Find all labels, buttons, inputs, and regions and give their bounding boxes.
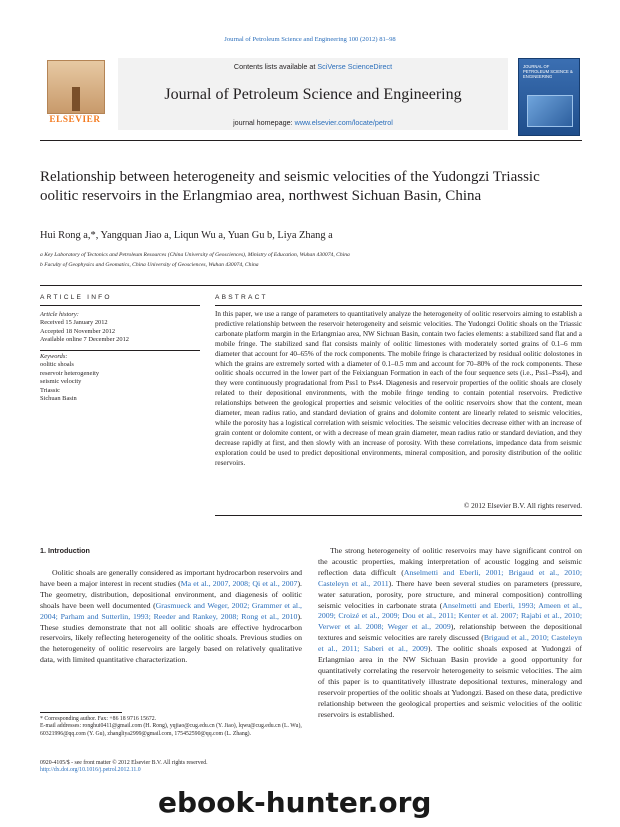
keywords (40, 353, 200, 403)
citation-link[interactable]: Anselmetti and Eberli, 1993; Ameen et al., 2009; Croizé et al., 2009; Dou et al., 2011; Kenter et al. 2007; Rajabi et al., 2010; Verwer et al. 2008; Weger et al., 2009 (318, 600, 583, 632)
affiliation-b: b Faculty of Geophysics and Geomatics, China University of Geosciences, Wuhan 430074, China (40, 262, 259, 268)
journal-banner (40, 58, 582, 136)
citation-link[interactable]: Anselmetti and Eberli, 2001; Brigaud et al., 2010; Casteleyn et al., 2011 (318, 567, 582, 588)
text-run: ), relationship between the depositional textures and seismic velocities are rarely discussed ( (318, 622, 582, 643)
footnote (40, 716, 302, 738)
article-history (40, 311, 200, 345)
cover-art (527, 95, 573, 127)
doi-link[interactable]: http://dx.doi.org/10.1016/j.petrol.2012.11.0 (40, 767, 141, 774)
abstract-bottom-rule (215, 515, 582, 516)
text-run: ). The oolitic shoals exposed at Yudongzi of Erlangmiao area in the NW Sichuan Basin provide a good opportunity for quantitatively correlating the reservoir heterogeneity to seismic velocities. The aim of this paper is to quantitatively illustrate depositional textures, mineralogy and reservoir properties of the oolitic shoals at Yudongzi. Based on these data, predictive relationship between the geological properties and seismic velocities of the oolitic reservoirs is established. (318, 644, 582, 719)
homepage-prefix: journal homepage: (233, 118, 295, 127)
accepted-date: Accepted 18 November 2012 (40, 327, 116, 335)
keyword-item: Sichuan Basin (40, 395, 77, 403)
contents-box (118, 58, 508, 130)
history-label: Article history: (40, 311, 79, 318)
keywords-rule (40, 350, 200, 351)
keywords-label: Keywords: (40, 353, 68, 360)
affiliation-a: a Key Laboratory of Tectonics and Petroleum Resources (China University of Geosciences), Ministry of Education, Wuhan 430074, China (40, 252, 350, 258)
elsevier-tree-icon (47, 60, 105, 114)
intro-paragraph-left (40, 568, 302, 666)
abstract-heading: ABSTRACT (215, 294, 268, 301)
elsevier-logo (40, 58, 110, 130)
contents-line (118, 62, 508, 71)
received-date: Received 15 January 2012 (40, 319, 108, 327)
journal-cover-image (518, 58, 580, 136)
journal-homepage (118, 118, 508, 127)
online-date: Available online 7 December 2012 (40, 336, 129, 344)
issn-doi (40, 760, 302, 775)
author-list: Hui Rong a,*, Yangquan Jiao a, Liqun Wu a, Yuan Gu b, Liya Zhang a (40, 230, 333, 241)
corresponding-author: * Corresponding author. Fax: +86 18 9716 15672. (40, 716, 157, 722)
elsevier-wordmark: ELSEVIER (49, 114, 101, 124)
text-run: ). The geometry, distribution, depositional environment, and diagenesis of oolitic shoals have been well documented ( (40, 578, 302, 610)
front-matter-divider (40, 285, 582, 286)
contents-prefix: Contents lists available at (233, 62, 318, 71)
abstract-text: In this paper, we use a range of parameters to quantitatively analyze the heterogeneity of oolitic reservoirs aiming to establish a predictive relationship between the reservoir heterogeneity and seismic velocities. The Yudongzi Oolitic shoals on the Triassic carbonate platform margin in the Erlangmiao area, NW Sichuan Basin, contain two facies elements: a stabilized sand flat and a mobile fringe. The stabilized sand flat consists mainly of oolitic limestones with moderately sorted grains of 0.1–6 mm diameter that account for 40–65% of the rock components. The mobile fringe is characterized by residual oolitic dolostones in which the grains are extremely sorted with a diameter of 0.1–0.5 mm and account for 70–80% of the rock components. These oolitic shoals occurred in the lower part of the Feixianguan Formation in each of the four sequence sets (i.e., Pss1–Pss4), and they were continuously progradational from Pss1 to Pss4. Diagenesis and reservoir properties of the oolitic shoals are closely related to their depositional environments, with the mobile fringe tending to contain potential reservoirs. Predictive relationships between the geological properties and seismic velocities of the oolitic reservoirs show that the content, mean diameter, mean radius ratio, and standard deviation of grains and dolomite content are linearly related to seismic velocities, while the porosity has a logistical correlation with seismic velocities. The seismic velocities decrease either with an increase of grain content or dolomite content, or with a decrease of mean grain diameter, mean radius ratio or standard deviation, and they decrease rapidly at first, and then slowly with an increase of porosity. With these correlations, impedance data from seismic exploration could be used to predict depositional environments, mineral composition, and porosity distribution of the oolitic reservoirs. (215, 310, 582, 467)
footnote-rule (40, 712, 122, 713)
article-info-heading: ARTICLE INFO (40, 294, 112, 301)
homepage-link[interactable]: www.elsevier.com/locate/petrol (294, 118, 393, 127)
keyword-item: Triassic (40, 386, 61, 394)
citation-link[interactable]: Grasmueck and Weger, 2002; Grammer et al., 2004; Parham and Sutterlin, 1993; Reeder and Rankey, 2008; Rong et al., 2010 (40, 600, 302, 621)
copyright: © 2012 Elsevier B.V. All rights reserved. (463, 502, 582, 510)
keyword-item: oolitic shoals (40, 361, 74, 369)
text-run: Oolitic shoals are generally considered as important hydrocarbon reservoirs and have been a major interest in recent studies ( (40, 568, 302, 588)
citation-link[interactable]: Ma et al., 2007, 2008; Qi et al., 2007 (180, 578, 298, 588)
text-run: ). There have been several studies on parameters (pressure, water saturation, porosity, pore structure, and mineral composition) controlling seismic velocities in carbonate strata ( (318, 578, 582, 610)
article-info-rule (40, 305, 200, 306)
journal-title: Journal of Petroleum Science and Engineering (164, 86, 462, 103)
header-divider (40, 140, 582, 141)
email-addresses: E-mail addresses: ronghui0411@gmail.com (H. Rong), yqjiao@cug.edu.cn (Y. Jiao), lqwu@cug.edu.cn (L. Wu), 60321996@qq.com (Y. Gu), zhangliya2999@gmail.com, 175452590@qq.com (L. Zhang). (40, 723, 302, 737)
sciencedirect-link[interactable]: SciVerse ScienceDirect (317, 62, 393, 71)
text-run: ). These studies demonstrate that not all oolitic shoals are effective hydrocarbon reservoirs, likely reflecting heterogeneity of the oolitic shoals. Previous studies on the heterogeneity of oolitic reservoirs are largely based on relatively qualitative data, with limited quantitative characterization. (40, 611, 302, 665)
intro-paragraph-right (318, 546, 582, 721)
article-title: Relationship between heterogeneity and seismic velocities of the Yudongzi Triassic oolitic reservoirs in the Erlangmiao area, northwest Sichuan Basin, China (40, 169, 540, 204)
abstract-rule (215, 305, 582, 306)
keyword-item: reservoir heterogeneity (40, 369, 100, 377)
cover-title: JOURNAL OF PETROLEUM SCIENCE & ENGINEERING (523, 64, 573, 79)
keyword-item: seismic velocity (40, 378, 82, 386)
issn-line: 0920-4105/$ - see front matter © 2012 Elsevier B.V. All rights reserved. (40, 760, 208, 766)
journal-reference[interactable]: Journal of Petroleum Science and Engineering 100 (2012) 81–98 (224, 36, 396, 43)
citation-link[interactable]: Brigaud et al., 2010; Casteleyn et al., 2011; Saberi et al., 2009 (318, 633, 582, 654)
section-heading-introduction: 1. Introduction (40, 546, 90, 555)
watermark: ebook-hunter.org (150, 784, 620, 822)
text-run: The strong heterogeneity of oolitic reservoirs may have significant control on the acoustic properties, making interpretation of acoustic logging and seismic reflection data difficult ( (318, 546, 582, 577)
